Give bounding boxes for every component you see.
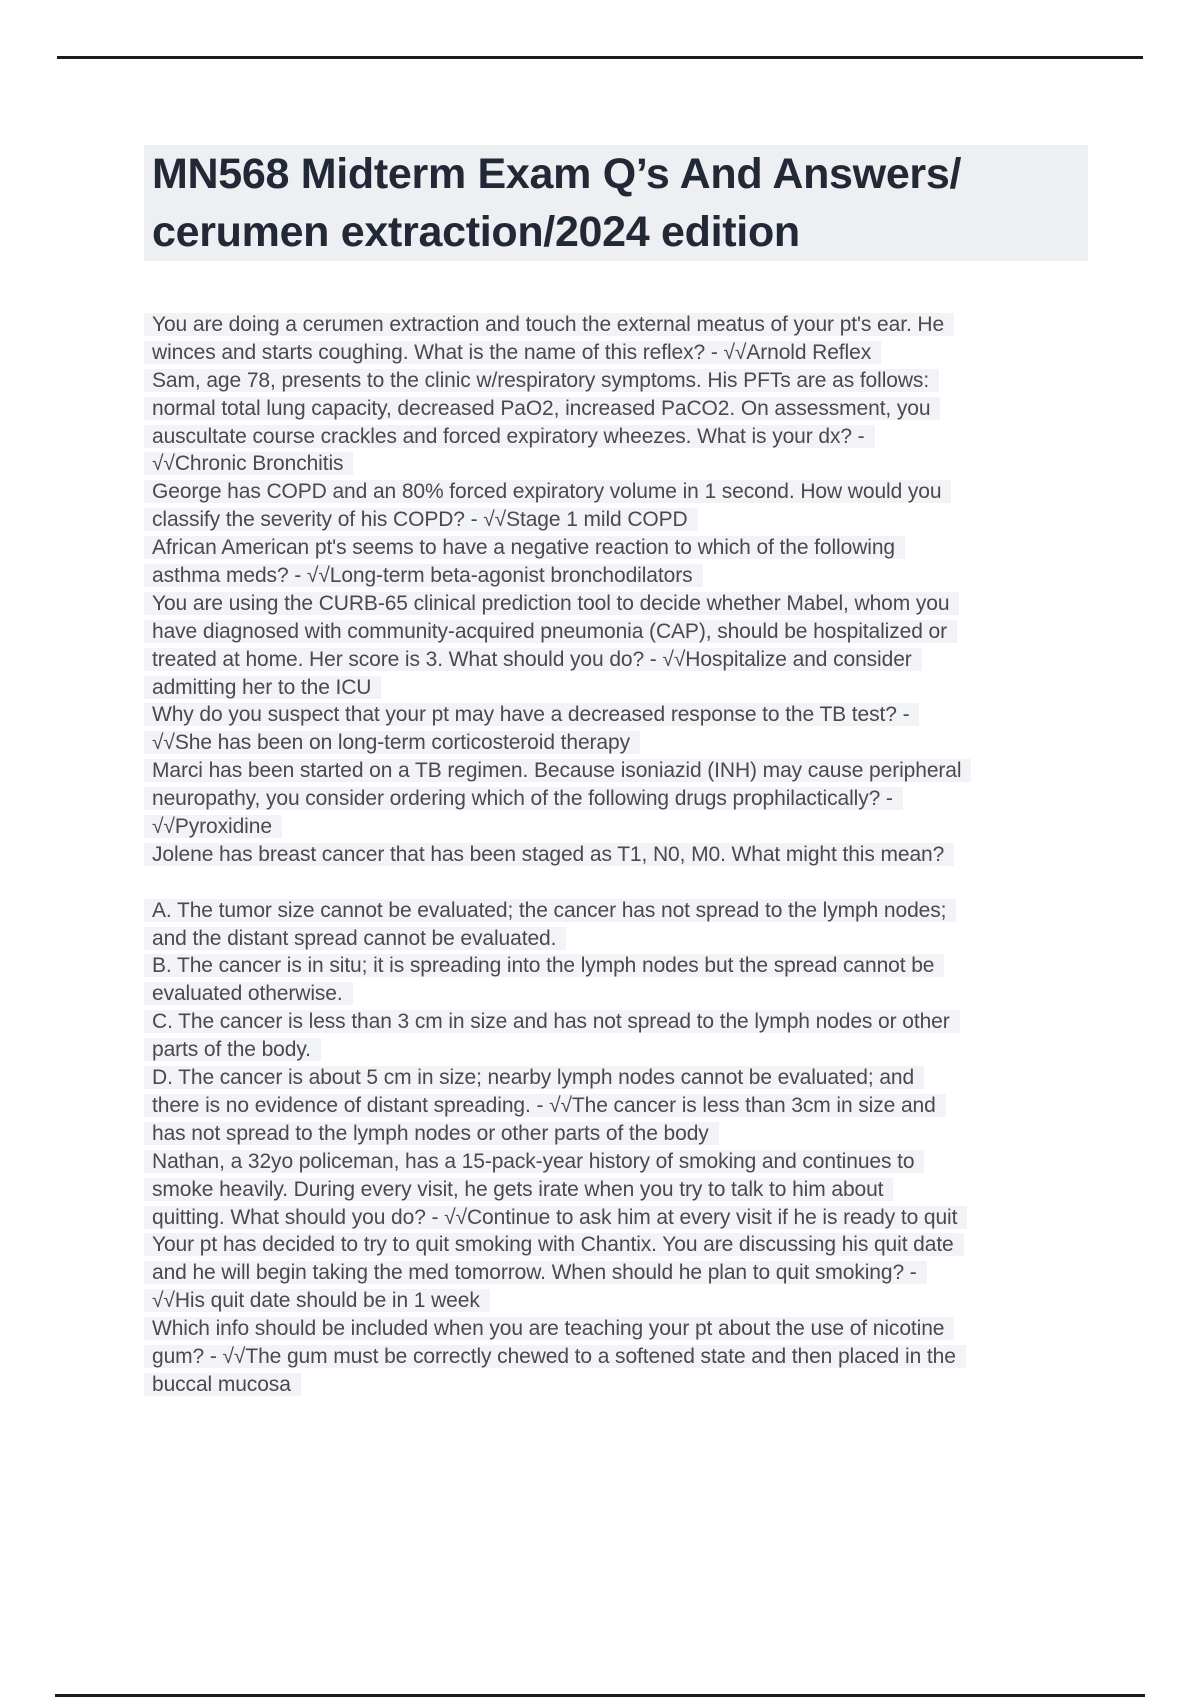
highlighted-text: there is no evidence of distant spreading. - √√The cancer is less than 3cm in size and — [144, 1094, 946, 1117]
text-line — [152, 674, 1112, 702]
highlighted-text: Marci has been started on a TB regimen. Because isoniazid (INH) may cause peripheral — [144, 759, 971, 782]
text-line — [152, 757, 1112, 785]
text-line — [152, 1120, 1112, 1148]
text-line — [152, 1036, 1112, 1064]
text-line — [152, 1259, 1112, 1287]
document-body — [152, 311, 1112, 1399]
text-line — [152, 980, 1112, 1008]
highlighted-text: and he will begin taking the med tomorrow. When should he plan to quit smoking? - — [144, 1261, 927, 1284]
text-line — [152, 534, 1112, 562]
highlighted-text: parts of the body. — [144, 1038, 321, 1061]
highlighted-text: evaluated otherwise. — [144, 982, 353, 1005]
text-line — [152, 395, 1112, 423]
highlighted-text: quitting. What should you do? - √√Continue to ask him at every visit if he is ready to quit — [144, 1206, 967, 1229]
highlighted-text: √√Chronic Bronchitis — [144, 452, 353, 475]
highlighted-text: Which info should be included when you are teaching your pt about the use of nicotine — [144, 1317, 954, 1340]
highlighted-text: treated at home. Her score is 3. What should you do? - √√Hospitalize and consider — [144, 648, 922, 671]
top-rule — [57, 56, 1143, 59]
highlighted-text: √√His quit date should be in 1 week — [144, 1289, 490, 1312]
text-line — [152, 311, 1112, 339]
highlighted-text: and the distant spread cannot be evaluated. — [144, 927, 566, 950]
page-title — [144, 145, 1088, 261]
highlighted-text: B. The cancer is in situ; it is spreading into the lymph nodes but the spread cannot be — [144, 954, 944, 977]
text-line — [152, 1287, 1112, 1315]
text-line — [152, 1176, 1112, 1204]
text-line — [152, 646, 1112, 674]
highlighted-text: smoke heavily. During every visit, he gets irate when you try to talk to him about — [144, 1178, 893, 1201]
text-line — [152, 562, 1112, 590]
highlighted-text: African American pt's seems to have a negative reaction to which of the following — [144, 536, 905, 559]
bottom-rule — [55, 1694, 1145, 1697]
text-line — [152, 1148, 1112, 1176]
highlighted-text: winces and starts coughing. What is the name of this reflex? - √√Arnold Reflex — [144, 341, 881, 364]
highlighted-text: Why do you suspect that your pt may have a decreased response to the TB test? - — [144, 703, 919, 726]
highlighted-text: classify the severity of his COPD? - √√Stage 1 mild COPD — [144, 508, 698, 531]
text-line — [152, 813, 1112, 841]
page-title-line-1: MN568 Midterm Exam Q’s And Answers/ — [152, 150, 962, 198]
text-line — [152, 1092, 1112, 1120]
highlighted-text: gum? - √√The gum must be correctly chewed to a softened state and then placed in the — [144, 1345, 966, 1368]
highlighted-text: Your pt has decided to try to quit smoking with Chantix. You are discussing his quit date — [144, 1233, 964, 1256]
text-line — [152, 478, 1112, 506]
text-line — [152, 1343, 1112, 1371]
text-line — [152, 1371, 1112, 1399]
highlighted-text: You are using the CURB-65 clinical prediction tool to decide whether Mabel, whom you — [144, 592, 959, 615]
highlighted-text: √√Pyroxidine — [144, 815, 282, 838]
text-line — [152, 1315, 1112, 1343]
text-line — [152, 785, 1112, 813]
text-line — [152, 1064, 1112, 1092]
highlighted-text: √√She has been on long-term corticosteroid therapy — [144, 731, 640, 754]
highlighted-text: normal total lung capacity, decreased PaO2, increased PaCO2. On assessment, you — [144, 397, 940, 420]
text-line — [152, 701, 1112, 729]
highlighted-text: C. The cancer is less than 3 cm in size and has not spread to the lymph nodes or other — [144, 1010, 960, 1033]
text-line — [152, 450, 1112, 478]
highlighted-text: have diagnosed with community-acquired pneumonia (CAP), should be hospitalized or — [144, 620, 957, 643]
text-line — [152, 367, 1112, 395]
highlighted-text: You are doing a cerumen extraction and touch the external meatus of your pt's ear. He — [144, 313, 954, 336]
text-line — [152, 339, 1112, 367]
highlighted-text: neuropathy, you consider ordering which of the following drugs prophilactically? - — [144, 787, 903, 810]
highlighted-text: admitting her to the ICU — [144, 676, 381, 699]
highlighted-text: Jolene has breast cancer that has been staged as T1, N0, M0. What might this mean? — [144, 843, 954, 866]
text-line — [152, 1008, 1112, 1036]
text-line — [152, 952, 1112, 980]
highlighted-text: George has COPD and an 80% forced expiratory volume in 1 second. How would you — [144, 480, 951, 503]
page-title-line-2: cerumen extraction/2024 edition — [152, 208, 800, 256]
highlighted-text: D. The cancer is about 5 cm in size; nearby lymph nodes cannot be evaluated; and — [144, 1066, 924, 1089]
highlighted-text: has not spread to the lymph nodes or other parts of the body — [144, 1122, 719, 1145]
text-line — [152, 869, 1112, 897]
text-line — [152, 841, 1112, 869]
text-line — [152, 897, 1112, 925]
text-line — [152, 729, 1112, 757]
highlighted-text: asthma meds? - √√Long-term beta-agonist bronchodilators — [144, 564, 703, 587]
text-line — [152, 618, 1112, 646]
text-line — [152, 1231, 1112, 1259]
highlighted-text: Sam, age 78, presents to the clinic w/respiratory symptoms. His PFTs are as follows: — [144, 369, 939, 392]
text-line — [152, 506, 1112, 534]
highlighted-text: Nathan, a 32yo policeman, has a 15-pack-year history of smoking and continues to — [144, 1150, 924, 1173]
text-line — [152, 1204, 1112, 1232]
text-line — [152, 423, 1112, 451]
highlighted-text: buccal mucosa — [144, 1373, 301, 1396]
text-line — [152, 925, 1112, 953]
text-line — [152, 590, 1112, 618]
highlighted-text: auscultate course crackles and forced expiratory wheezes. What is your dx? - — [144, 425, 875, 448]
highlighted-text: A. The tumor size cannot be evaluated; the cancer has not spread to the lymph nodes; — [144, 899, 956, 922]
